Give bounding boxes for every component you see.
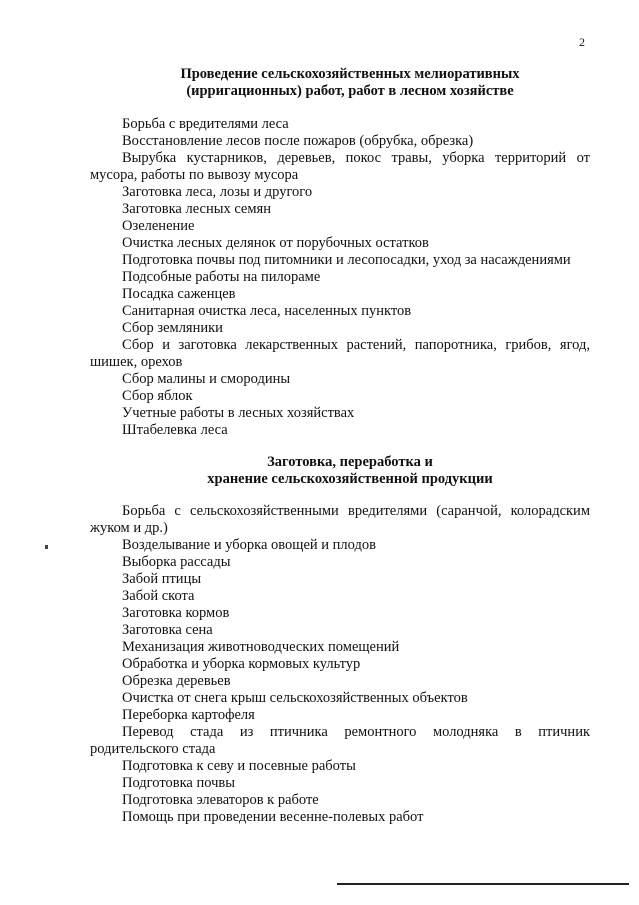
- list-item: Обработка и уборка кормовых культур: [122, 656, 361, 672]
- list-item: Сбор малины и смородины: [122, 371, 291, 387]
- list-item: Выборка рассады: [122, 554, 231, 570]
- list-item: Очистка от снега крыш сельскохозяйственных объектов: [122, 690, 468, 706]
- list-item: Заготовка кормов: [122, 605, 230, 621]
- section-2-title: [90, 454, 610, 488]
- list-item: Сбор яблок: [122, 388, 193, 404]
- list-item: Помощь при проведении весенне-полевых работ: [122, 809, 424, 825]
- list-item: Переборка картофеля: [122, 707, 255, 723]
- section-2-list: [90, 503, 590, 826]
- list-item: Перевод стада из птичника ремонтного молодняка в птичник родительского стада: [90, 724, 590, 757]
- bottom-scan-line: [337, 883, 629, 885]
- section-1-title-line: (ирригационных) работ, работ в лесном хозяйстве: [186, 83, 514, 99]
- list-item: Борьба с вредителями леса: [122, 116, 289, 132]
- list-item: Озеленение: [122, 218, 195, 234]
- section-1-list: [90, 116, 590, 439]
- list-item: Очистка лесных делянок от порубочных остатков: [122, 235, 429, 251]
- list-item: Обрезка деревьев: [122, 673, 231, 689]
- list-item: Учетные работы в лесных хозяйствах: [122, 405, 355, 421]
- section-1-title: [90, 66, 610, 100]
- list-item: Посадка саженцев: [122, 286, 236, 302]
- list-item: Подготовка почвы: [122, 775, 235, 791]
- section-2-title-line: хранение сельскохозяйственной продукции: [207, 471, 493, 487]
- scan-mark: [45, 545, 48, 549]
- list-item: Возделывание и уборка овощей и плодов: [122, 537, 376, 553]
- list-item: Подготовка почвы под питомники и лесопосадки, уход за насаждениями: [122, 252, 571, 268]
- section-1-title-line: Проведение сельскохозяйственных мелиоративных: [180, 66, 520, 82]
- list-item: Подготовка к севу и посевные работы: [122, 758, 356, 774]
- page-number: 2: [579, 35, 585, 49]
- list-item: Забой скота: [122, 588, 195, 604]
- list-item: Заготовка сена: [122, 622, 213, 638]
- list-item: Борьба с сельскохозяйственными вредителями (саранчой, колорадским жуком и др.): [90, 503, 590, 536]
- list-item: Забой птицы: [122, 571, 202, 587]
- list-item: Подсобные работы на пилораме: [122, 269, 321, 285]
- list-item: Механизация животноводческих помещений: [122, 639, 400, 655]
- list-item: Вырубка кустарников, деревьев, покос травы, уборка территорий от мусора, работы по вывозу мусора: [90, 150, 590, 183]
- list-item: Заготовка леса, лозы и другого: [122, 184, 313, 200]
- list-item: Восстановление лесов после пожаров (обрубка, обрезка): [122, 133, 474, 149]
- list-item: Сбор и заготовка лекарственных растений, папоротника, грибов, ягод, шишек, орехов: [90, 337, 590, 370]
- list-item: Штабелевка леса: [122, 422, 228, 438]
- list-item: Заготовка лесных семян: [122, 201, 271, 217]
- list-item: Сбор земляники: [122, 320, 223, 336]
- list-item: Санитарная очистка леса, населенных пунктов: [122, 303, 412, 319]
- list-item: Подготовка элеваторов к работе: [122, 792, 319, 808]
- section-2-title-line: Заготовка, переработка и: [267, 454, 433, 470]
